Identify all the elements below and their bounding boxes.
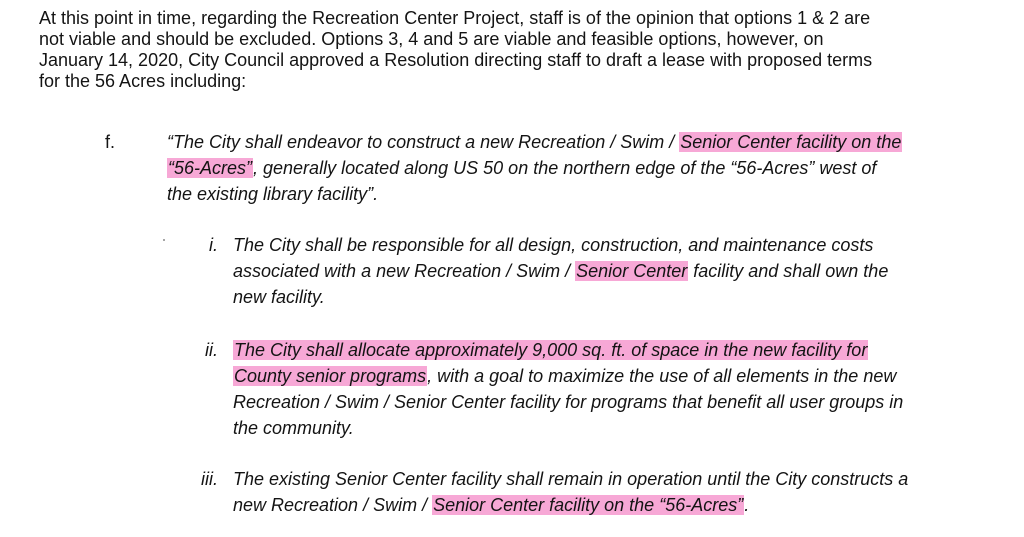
item-i-text-segment: facility and shall own the bbox=[688, 261, 889, 281]
scan-speck bbox=[163, 239, 165, 241]
item-ii-line-4: the community. bbox=[233, 418, 354, 438]
item-iii-text bbox=[233, 466, 908, 518]
intro-line: At this point in time, regarding the Recreation Center Project, staff is of the opinion that options 1 & 2 are bbox=[39, 8, 871, 28]
item-iii-line-1: The existing Senior Center facility shall remain in operation until the City constructs a bbox=[233, 469, 909, 489]
item-ii-line-2 bbox=[233, 363, 903, 389]
intro-line: for the 56 Acres including: bbox=[39, 71, 247, 91]
item-f-text bbox=[167, 129, 902, 207]
item-iii-line-2 bbox=[233, 492, 908, 518]
item-i-text bbox=[233, 232, 888, 310]
intro-line: January 14, 2020, City Council approved a Resolution directing staff to draft a lease with proposed terms bbox=[39, 50, 873, 70]
item-f-marker: f. bbox=[105, 132, 116, 152]
item-f-text-segment: , generally located along US 50 on the northern edge of the “56-Acres” west of bbox=[253, 158, 877, 178]
highlighted-text: “56-Acres” bbox=[168, 158, 253, 178]
item-iii-marker: iii. bbox=[201, 469, 218, 489]
item-f-line-3: the existing library facility”. bbox=[167, 184, 379, 204]
item-iii-text-segment: new Recreation / Swim / bbox=[233, 495, 433, 515]
highlighted-text: Senior Center bbox=[576, 261, 688, 281]
item-ii-marker: ii. bbox=[205, 340, 218, 360]
highlighted-text: The City shall allocate approximately 9,000 sq. ft. of space in the new facility for bbox=[234, 340, 868, 360]
item-i-line-2 bbox=[233, 258, 888, 284]
item-ii-line-1 bbox=[233, 337, 903, 363]
item-f-line-2 bbox=[167, 155, 902, 181]
highlighted-text: Senior Center facility on the bbox=[680, 132, 902, 152]
item-ii-text bbox=[233, 337, 903, 441]
item-i-line-3: new facility. bbox=[233, 287, 325, 307]
item-iii-text-segment: . bbox=[744, 495, 750, 515]
item-i-line-1: The City shall be responsible for all design, construction, and maintenance costs bbox=[233, 235, 874, 255]
item-i-text-segment: associated with a new Recreation / Swim / bbox=[233, 261, 576, 281]
highlighted-text: Senior Center facility on the “56-Acres” bbox=[433, 495, 744, 515]
highlighted-text: County senior programs bbox=[234, 366, 427, 386]
intro-line: not viable and should be excluded. Options 3, 4 and 5 are viable and feasible options, however, on bbox=[39, 29, 824, 49]
item-f-line-1 bbox=[167, 129, 902, 155]
item-i-marker: i. bbox=[209, 235, 218, 255]
item-ii-text-segment: , with a goal to maximize the use of all elements in the new bbox=[427, 366, 897, 386]
item-f-text-segment: “The City shall endeavor to construct a new Recreation / Swim / bbox=[167, 132, 680, 152]
item-ii-line-3: Recreation / Swim / Senior Center facility for programs that benefit all user groups in bbox=[233, 392, 904, 412]
intro-paragraph bbox=[39, 8, 999, 92]
